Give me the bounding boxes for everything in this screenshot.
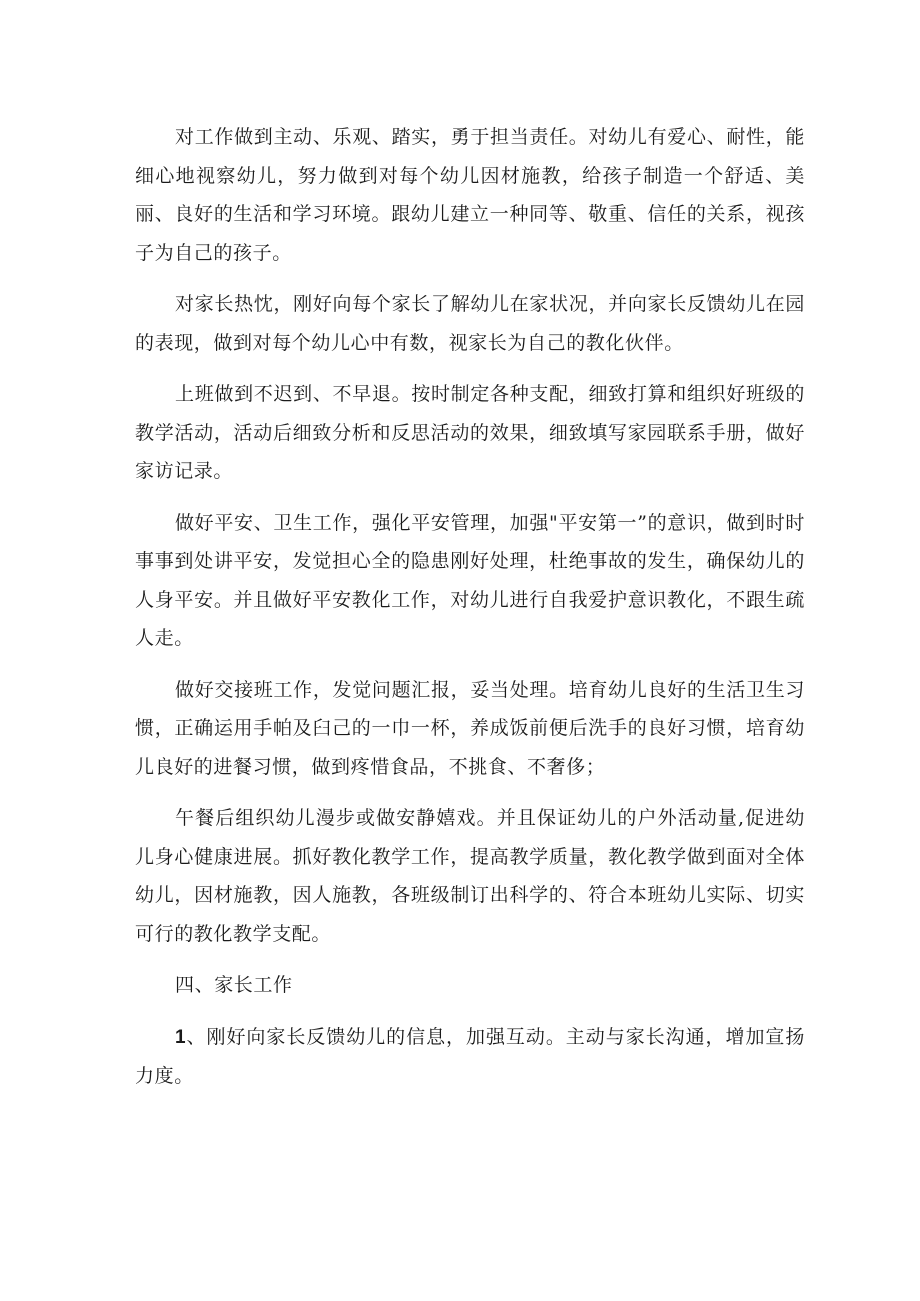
list-item-number: 1 (175, 1026, 187, 1048)
document-body (135, 118, 805, 1109)
section-heading: 四、家长工作 (175, 974, 293, 996)
list-item (135, 1018, 805, 1096)
paragraph-hygiene: 做好交接班工作，发觉问题汇报，妥当处理。培育幼儿良好的生活卫生习惯，正确运用手帕及臼己的一巾一杯，养成饭前便后洗手的良好习惯，培育幼儿良好的进餐习惯，做到疼惜食品，不挑食、不奢侈； (135, 678, 805, 778)
paragraph-safety: 做好平安、卫生工作，强化平安管理，加强"平安第一”的意识，做到时时事事到处讲平安，发觉担心全的隐患刚好处理，杜绝事故的发生，确保幼儿的人身平安。并且做好平安教化工作，对幼儿进行自我爱护意识教化，不跟生疏人走。 (135, 511, 805, 649)
paragraph-teaching: 午餐后组织幼儿漫步或做安静嬉戏。并且保证幼儿的户外活动量,促进幼儿身心健康进展。抓好教化教学工作，提高教学质量，教化教学做到面对全体幼儿，因材施教，因人施教，各班级制订出科学的、符合本班幼儿实际、切实可行的教化教学支配。 (135, 807, 805, 945)
list-item-text: 、刚好向家长反馈幼儿的信息，加强互动。主动与家长沟通，增加宣扬力度。 (135, 1025, 805, 1087)
paragraph-work-attitude: 对工作做到主动、乐观、踏实，勇于担当责任。对幼儿有爱心、耐性，能细心地视察幼儿，努力做到对每个幼儿因材施教，给孩子制造一个舒适、美丽、良好的生活和学习环境。跟幼儿建立一种同等、敬重、信任的关系，视孩子为自己的孩子。 (135, 126, 805, 264)
paragraph-attendance: 上班做到不迟到、不早退。按时制定各种支配，细致打算和组织好班级的教学活动，活动后细致分析和反思活动的效果，细致填写家园联系手册，做好家访记录。 (135, 383, 805, 482)
paragraph-parent-communication: 对家长热忱，刚好向每个家长了解幼儿在家状况，并向家长反馈幼儿在园的表现，做到对每个幼儿心中有数，视家长为自己的教化伙伴。 (135, 293, 805, 354)
